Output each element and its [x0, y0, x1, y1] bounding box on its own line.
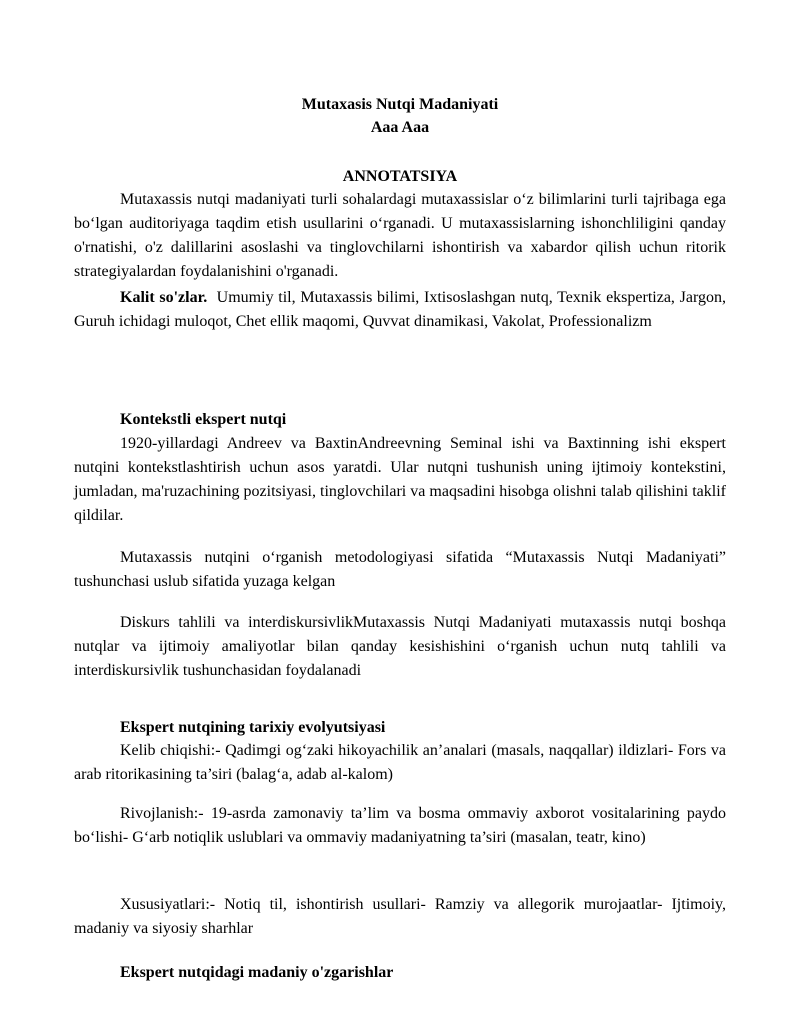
abstract-text: Mutaxassis nutqi madaniyati turli sohalardagi mutaxassislar o‘z bilimlarini turli tajribaga ega bo‘lgan auditoriyaga taqdim etish usullarini o‘rganadi. U mutaxassislarning ishonchliligini qanday o'rnatishi, o'z dalillarini asoslashi va tinglovchilarni ishontirish va xabardor qilish uchun ritorik strategiyalardan foydalanishini o'rganadi. — [74, 191, 726, 280]
abstract-heading: ANNOTATSIYA — [342, 168, 458, 185]
section-paragraph: Rivojlanish:- 19-asrda zamonaviy ta’lim va bosma ommaviy axborot vositalarining paydo bo‘lishi- G‘arb notiqlik uslublari va ommaviy madaniyatning ta’siri (masalan, teatr, kino) — [74, 805, 726, 846]
section-paragraph: Diskurs tahlili va interdiskursivlikMutaxassis Nutqi Madaniyati mutaxassis nutqi boshqa nutqlar va ijtimoiy amaliyotlar bilan qanday kesishishini o‘rganish uchun nutq tahlili va interdiskursivlik tushunchasidan foydalanadi — [74, 614, 726, 679]
keywords-label: Kalit so'zlar. — [120, 289, 208, 306]
document-title: Mutaxasis Nutqi Madaniyati — [301, 96, 499, 113]
section-paragraph: 1920-yillardagi Andreev va BaxtinAndreevning Seminal ishi va Baxtinning ishi ekspert nutqini kontekstlashtirish uchun asos yaratdi. Ular nutqni tushunish uning ijtimoiy kontekstini, jumladan, ma'ruzachining pozitsiyasi, tinglovchilari va maqsadini hisobga olishni talab qilishini taklif qildilar. — [74, 435, 726, 524]
section-heading: Kontekstli ekspert nutqi — [120, 411, 287, 428]
keywords-text: Umumiy til, Mutaxassis bilimi, Ixtisoslashgan nutq, Texnik ekspertiza, Jargon, Guruh ichidagi muloqot, Chet ellik maqomi, Quvvat dinamikasi, Vakolat, Professionalizm — [74, 289, 726, 330]
section-paragraph: Kelib chiqishi:- Qadimgi og‘zaki hikoyachilik an’analari (masals, naqqallar) ildizlari- Fors va arab ritorikasining ta’siri (balag‘a, adab al-kalom) — [74, 742, 726, 783]
section-heading: Ekspert nutqining tarixiy evolyutsiyasi — [120, 719, 386, 736]
author-name: Aaa Aaa — [370, 119, 430, 136]
section-paragraph: Mutaxassis nutqini o‘rganish metodologiyasi sifatida “Mutaxassis Nutqi Madaniyati” tushunchasi uslub sifatida yuzaga kelgan — [74, 549, 726, 590]
keywords-paragraph — [74, 286, 726, 334]
section-paragraph: Xususiyatlari:- Notiq til, ishontirish usullari- Ramziy va allegorik murojaatlar- Ijtimoiy, madaniy va siyosiy sharhlar — [74, 896, 726, 937]
section-heading: Ekspert nutqidagi madaniy o'zgarishlar — [120, 964, 394, 981]
